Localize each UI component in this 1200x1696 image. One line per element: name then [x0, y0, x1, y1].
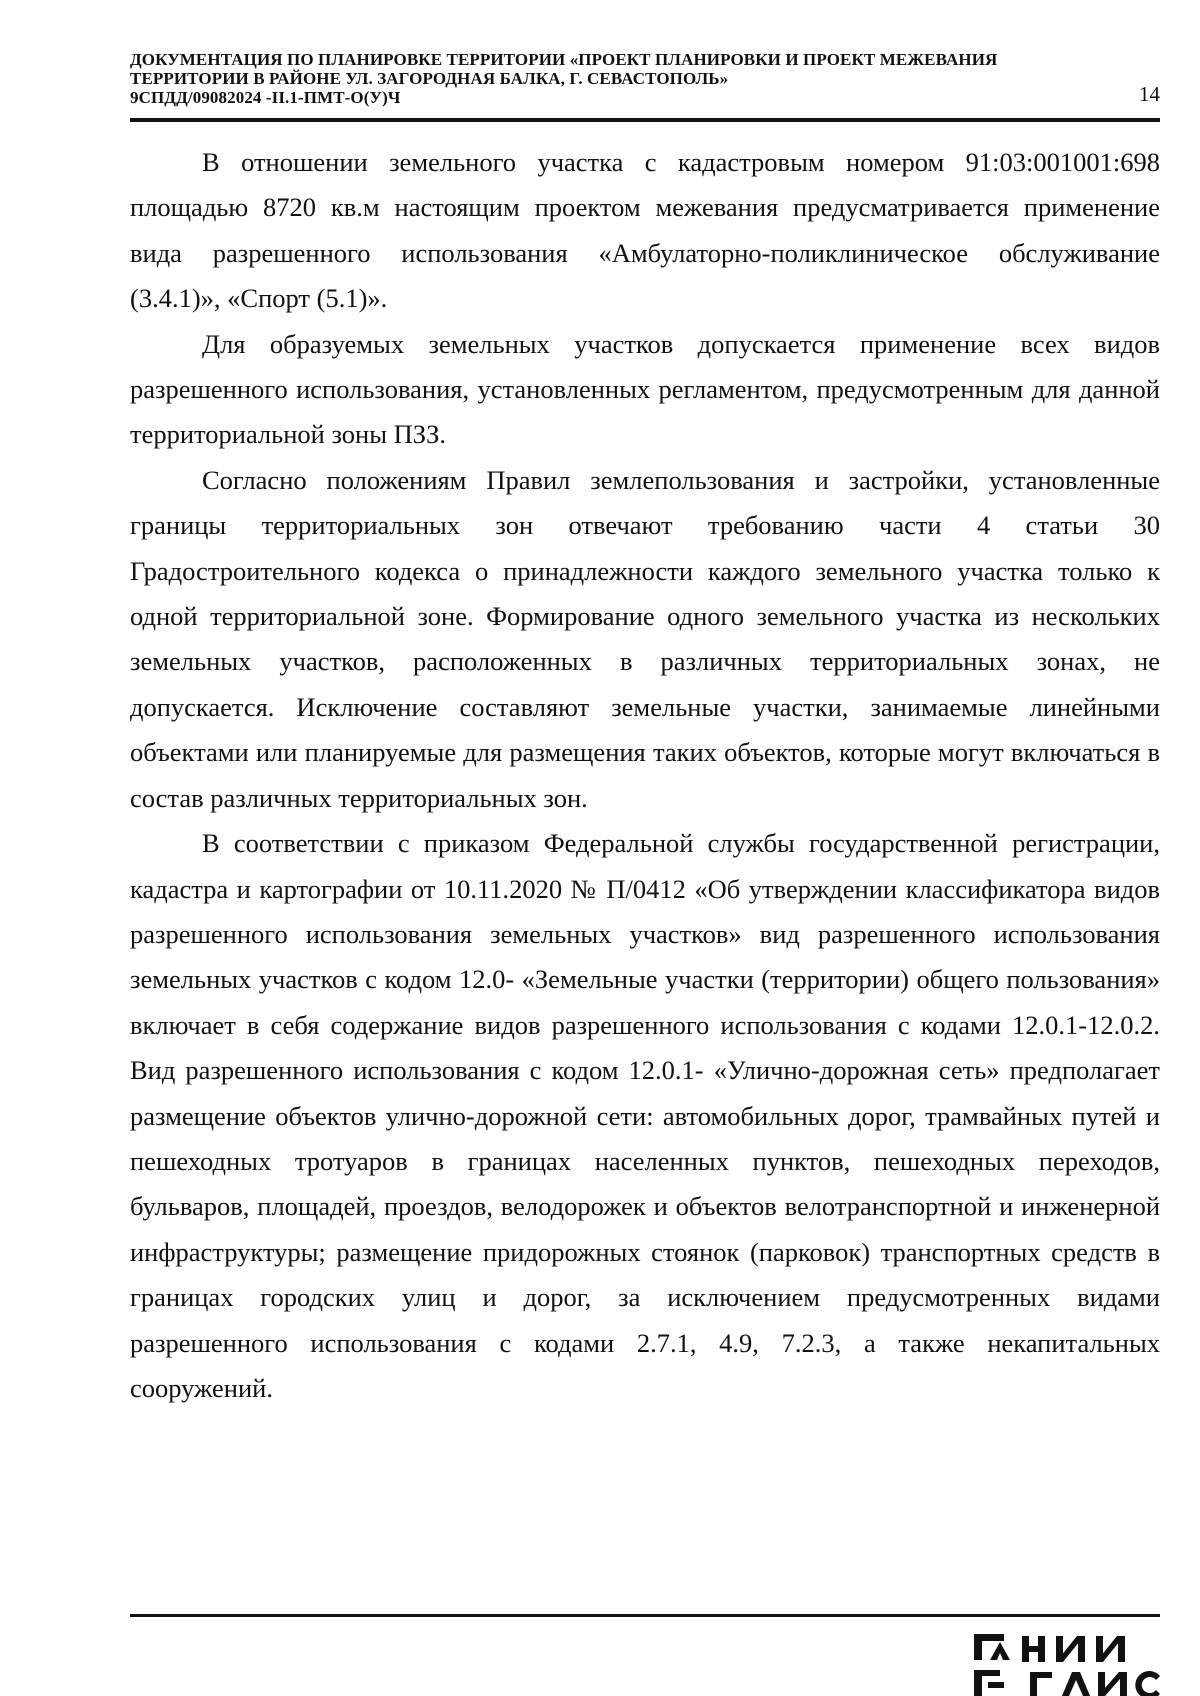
- header-title-line-2: ТЕРРИТОРИИ В РАЙОНЕ УЛ. ЗАГОРОДНАЯ БАЛКА, Г. СЕВАСТОПОЛЬ»: [130, 69, 729, 88]
- paragraph-4: В соответствии с приказом Федеральной службы государственной регистрации, кадастра и картографии от 10.11.2020 № П/0412 «Об утверждении классификатора видов разрешенного использования земельных участков» вид разрешенного использования земельных участков с кодом 12.0- «Земельные участки (территории) общего пользования» включает в себя содержание видов разрешенного использования с кодами 12.0.1-12.0.2. Вид разрешенного использования с кодом 12.0.1- «Улично-дорожная сеть» предполагает размещение объектов улично-дорожной сети: автомобильных дорог, трамвайных путей и пешеходных тротуаров в границах населенных пунктов, пешеходных переходов, бульваров, площадей, проездов, велодорожек и объектов велотранспортной и инженерной инфраструктуры; размещение придорожных стоянок (парковок) транспортных средств в границах городских улиц и дорог, за исключением предусмотренных видами разрешенного использования с кодами 2.7.1, 4.9, 7.2.3, а также некапитальных сооружений.: [130, 828, 1160, 1403]
- document-body: [130, 140, 1160, 1411]
- header-divider: [130, 118, 1160, 122]
- document-code: 9СПДД/09082024 -II.1-ПМТ-О(У)Ч: [130, 88, 401, 107]
- institute-logo-icon: [970, 1632, 1170, 1696]
- document-header: [130, 50, 1160, 107]
- footer-divider: [130, 1614, 1160, 1617]
- header-title-line-1: ДОКУМЕНТАЦИЯ ПО ПЛАНИРОВКЕ ТЕРРИТОРИИ «ПРОЕКТ ПЛАНИРОВКИ И ПРОЕКТ МЕЖЕВАНИЯ: [130, 50, 998, 69]
- paragraph-1: В отношении земельного участка с кадастровым номером 91:03:001001:698 площадью 8720 кв.м настоящим проектом межевания предусматривается применение вида разрешенного использования «Амбулаторно-поликлиническое обслуживание (3.4.1)», «Спорт (5.1)».: [130, 147, 1160, 314]
- paragraph-3: Согласно положениям Правил землепользования и застройки, установленные границы территориальных зон отвечают требованию части 4 статьи 30 Градостроительного кодекса о принадлежности каждого земельного участка только к одной территориальной зоне. Формирование одного земельного участка из нескольких земельных участков, расположенных в различных территориальных зонах, не допускается. Исключение составляют земельные участки, занимаемые линейными объектами или планируемые для размещения таких объектов, которые могут включаться в состав различных территориальных зон.: [130, 464, 1160, 813]
- page-number: 14: [1139, 82, 1160, 106]
- paragraph-2: Для образуемых земельных участков допускается применение всех видов разрешенного использования, установленных регламентом, предусмотренным для данной территориальной зоны ПЗЗ.: [130, 328, 1160, 450]
- header-title-block: [130, 50, 1160, 107]
